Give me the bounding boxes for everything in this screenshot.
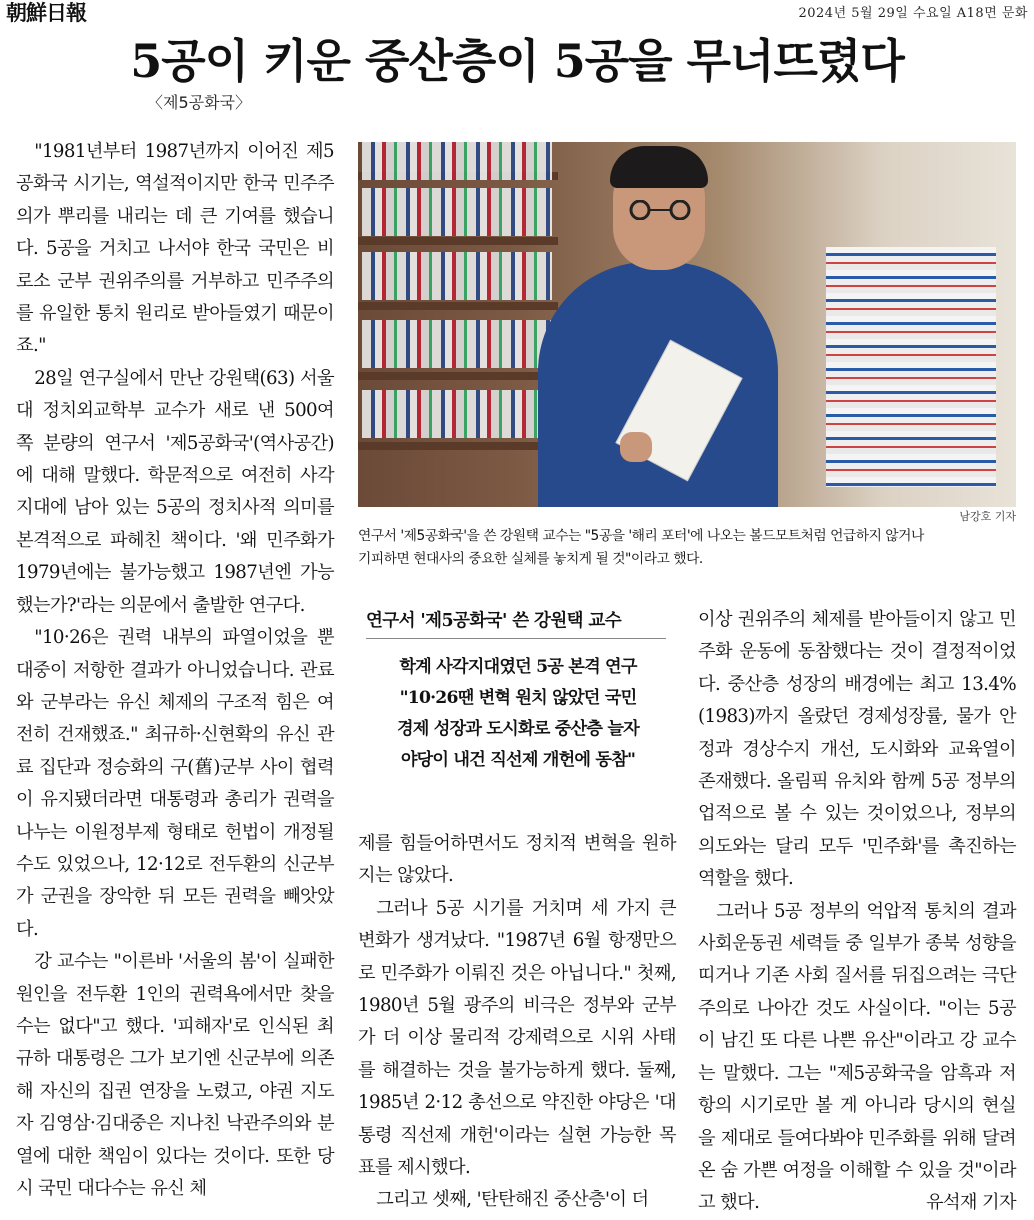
paragraph: 그러나 5공 시기를 거치며 세 가지 큰 변화가 생겨났다. "1987년 6월 항쟁만으로 민주화가 이뤄진 것은 아닙니다." 첫째, 1980년 5월 광주의 비극은 정부와 군부가 더 이상 물리적 강제력으로 시위 사태를 해결하는 것을 불가능하게 했다. 둘째, 1985년 2·12 총선으로 약진한 야당은 '대통령 직선제 개헌'이라는 실현 가능한 목표를 제시했다. [358,897,676,1179]
article-photo [358,142,1016,507]
bookshelf-books [362,320,552,368]
article-column-1 [16,136,334,1205]
article-headline: 5공이 키운 중산층이 5공을 무너뜨렸다 [130,34,904,88]
paragraph: 제를 힘들어하면서도 정치적 변혁을 원하지는 않았다. [358,833,676,887]
caption-line: 연구서 '제5공화국'을 쓴 강원택 교수는 "5공을 '해리 포터'에 나오는 볼드모트처럼 언급하지 않거나 [358,528,924,544]
bookshelf [358,442,558,450]
paragraph: 이상 권위주의 체제를 받아들이지 않고 민주화 운동에 동참했다는 것이 결정적이었다. 중산층 성장의 배경에는 최고 13.4%(1983)까지 올랐던 경제성장률, 물가 안정과 경상수지 개선, 도시화와 교육열이 존재했다. 올림픽 유치와 함께 5공 정부의 업적으로 볼 수 있는 것이었으나, 정부의 의도와는 달리 모두 '민주화'를 촉진하는 역할을 했다. [698,609,1016,890]
bookshelf [358,237,558,245]
article-column-3 [698,604,1016,1220]
book-title-tag: 〈제5공화국〉 [147,93,252,112]
article-column-2 [358,828,676,1217]
subhead-line: 경제 성장과 도시화로 중산층 늘자 [397,719,639,739]
bookshelf [358,372,558,380]
dateline: 2024년 5월 29일 수요일 A18면 문화 [798,6,1028,21]
bookshelf-books [362,252,552,300]
bookshelf-books [362,142,552,180]
bookshelf-books [362,390,552,438]
book-stack [826,247,996,487]
subhead-title: 연구서 '제5공화국' 쓴 강원택 교수 [366,604,666,639]
professor-hand [620,432,652,462]
paragraph: 강 교수는 "이른바 '서울의 봄'이 실패한 원인을 전두환 1인의 권력욕에서만 찾을 수는 없다"고 했다. '피해자'로 인식된 최규하 대통령은 그가 보기엔 신군부에 의존해 자신의 집권 연장을 노렸고, 야권 지도자 김영삼·김대중은 지나친 낙관주의와 분열에 대한 책임이 있다는 것이다. 또한 당시 국민 대다수는 유신 체 [16,951,334,1199]
article-subheadline [358,604,676,824]
subhead-lines [362,652,674,776]
paragraph: "1981년부터 1987년까지 이어진 제5공화국 시기는, 역설적이지만 한국 민주주의가 뿌리를 내리는 데 큰 기여를 했습니다. 5공을 거치고 나서야 한국 국민은 비로소 군부 권위주의를 거부하고 민주주의를 유일한 통치 원리로 받아들였기 때문이죠." [16,141,334,357]
photo-credit: 남강호 기자 [959,510,1016,523]
paragraph: 그리고 셋째, '탄탄해진 중산층'이 더 [376,1189,649,1211]
paragraph: "10·26은 권력 내부의 파열이었을 뿐 대중이 저항한 결과가 아니었습니다. 관료와 군부라는 유신 체제의 구조적 힘은 여전히 건재했죠." 최규하·신현확의 유신 관료 집단과 정승화의 구(舊)군부 사이 협력이 유지됐더라면 대통령과 총리가 권력을 나누는 이원정부제 형태로 헌법이 개정될 수도 있었으나, 12·12로 전두환의 신군부가 군권을 장악한 뒤 모든 권력을 빼앗았다. [16,627,334,940]
bookshelf-books [362,188,552,236]
byline: 유석재 기자 [925,1192,1016,1214]
paragraph: 28일 연구실에서 만난 강원택(63) 서울대 정치외교학부 교수가 새로 낸 500여 쪽 분량의 연구서 '제5공화국'(역사공간)에 대해 말했다. 학문적으로 여전히 사각지대에 남아 있는 5공의 정치사적 의미를 본격적으로 파헤친 책이다. '왜 민주화가 1979년에는 불가능했고 1987년엔 가능했는가?'라는 의문에서 출발한 연구다. [16,367,334,616]
subhead-line: 학계 사각지대였던 5공 본격 연구 [399,657,637,677]
subhead-line: 야당이 내건 직선제 개헌에 동참" [400,750,636,770]
professor-hair [610,146,708,188]
subhead-line: "10·26땐 변혁 원치 않았던 국민 [399,688,637,708]
photo-caption [358,525,1016,571]
glasses-icon [620,200,700,220]
paragraph: 그러나 5공 정부의 억압적 통치의 결과 사회운동권 세력들 중 일부가 종북 성향을 띠거나 기존 사회 질서를 뒤집으려는 극단주의로 나아간 것도 사실이다. "이는 5공이 남긴 또 다른 나쁜 유산"이라고 강 교수는 말했다. 그는 "제5공화국을 암흑과 저항의 시기로만 볼 게 아니라 당시의 현실을 제대로 들여다봐야 민주화를 위해 달려온 숨 가쁜 여정을 이해할 수 있을 것"이라고 했다. [698,900,1016,1214]
bookshelf [358,302,558,310]
caption-line: 기피하면 현대사의 중요한 실체를 놓치게 될 것"이라고 했다. [358,551,703,567]
newspaper-masthead: 朝鮮日報 [6,0,86,25]
